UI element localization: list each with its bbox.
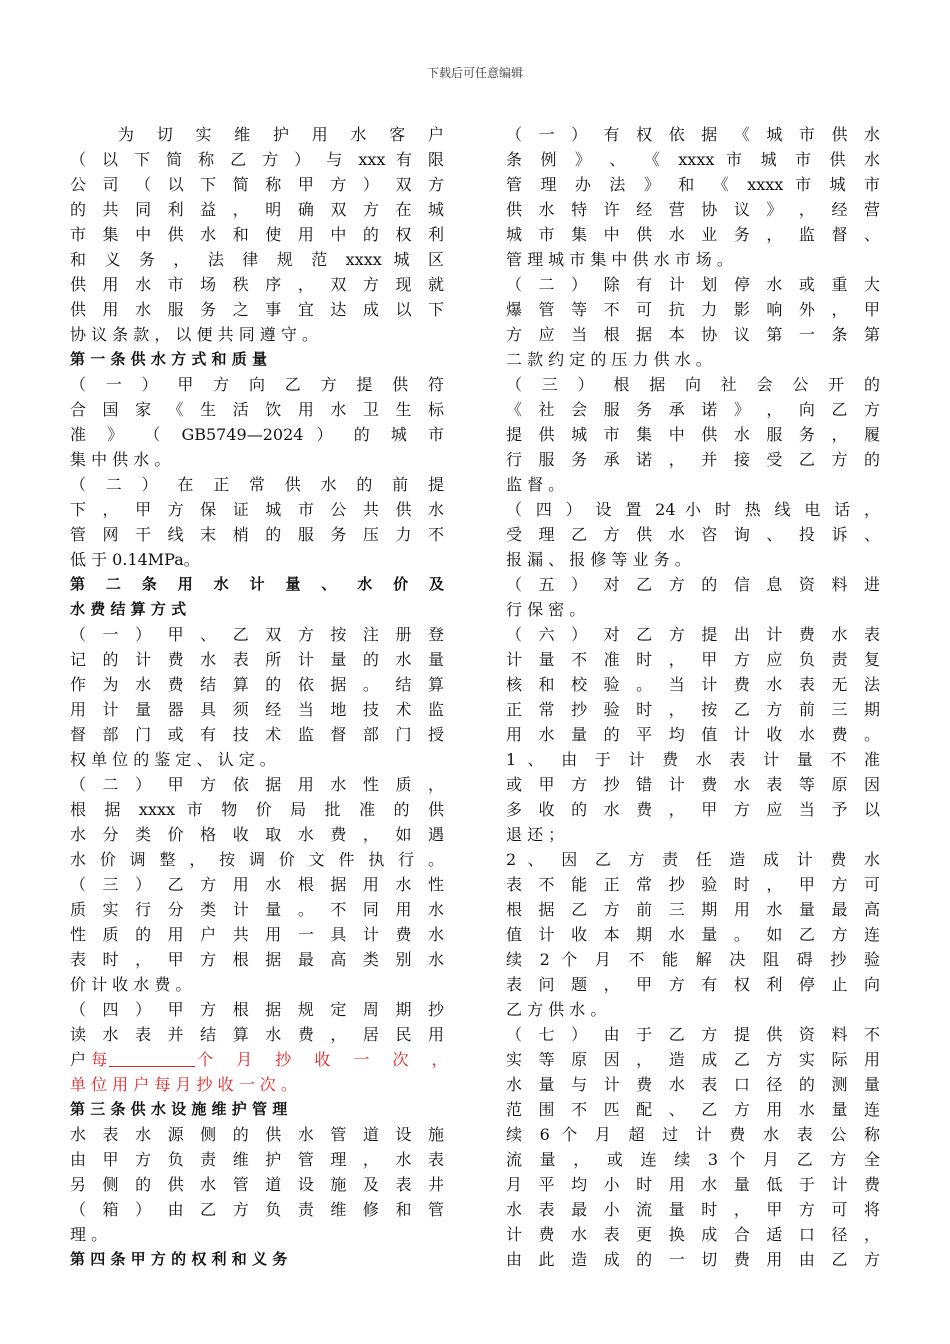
paragraph-line: 正 常 抄 验 时 ， 按 乙 方 前 三 期 bbox=[506, 700, 880, 719]
paragraph-line: 爆 管 等 不 可 抗 力 影 响 外 ， 甲 bbox=[506, 300, 880, 319]
paragraph-line: 监 督 。 bbox=[506, 475, 565, 494]
paragraph-line: 2 、 因 乙 方 责 任 造 成 计 费 水 bbox=[506, 850, 880, 869]
highlight-text: 个 月 抄 收 一 次 ， bbox=[197, 1050, 457, 1069]
paragraph-line: 权 单 位 的 鉴 定 、 认 定 。 bbox=[70, 750, 276, 769]
paragraph-line: 表 问 题 ， 甲 方 有 权 利 停 止 向 bbox=[506, 975, 880, 994]
paragraph-line: 月 平 均 小 时 用 水 量 低 于 计 费 bbox=[506, 1175, 880, 1194]
paragraph-line bbox=[70, 1047, 457, 1072]
paragraph-line: 计 费 水 表 更 换 成 合 适 口 径 ， bbox=[506, 1225, 880, 1244]
paragraph-line: 表 不 能 正 常 抄 验 时 ， 甲 方 可 bbox=[506, 875, 880, 894]
paragraph-line: 1 、 由 于 计 费 水 表 计 量 不 准 bbox=[506, 750, 880, 769]
paragraph-line: 提 供 城 市 集 中 供 水 服 务 ， 履 bbox=[506, 425, 880, 444]
highlight-text: 每 bbox=[91, 1050, 108, 1069]
paragraph-line: 质 实 行 分 类 计 量 。 不 同 用 水 bbox=[70, 900, 444, 919]
paragraph-line: 根 据 乙 方 前 三 期 用 水 量 最 高 bbox=[506, 900, 880, 919]
paragraph-line: 的 共 同 利 益 ， 明 确 双 方 在 城 bbox=[70, 200, 444, 219]
paragraph-line: 供 用 水 服 务 之 事 宜 达 成 以 下 bbox=[70, 300, 444, 319]
paragraph-line: 协 议 条 款 ， 以 便 共 同 遵 守 。 bbox=[70, 325, 318, 344]
paragraph-line: 价 计 收 水 费 。 bbox=[70, 975, 192, 994]
paragraph-line: 二 款 约 定 的 压 力 供 水 。 bbox=[506, 350, 712, 369]
paragraph-line: 读 水 表 并 结 算 水 费 ， 居 民 用 bbox=[70, 1025, 444, 1044]
paragraph-line: 实 等 原 因 ， 造 成 乙 方 实 际 用 bbox=[506, 1050, 880, 1069]
paragraph-line: 条 例 》 、 《 xxxx 市 城 市 供 水 bbox=[506, 150, 880, 169]
paragraph-line: 受 理 乙 方 供 水 咨 询 、 投 诉 、 bbox=[506, 525, 880, 544]
paragraph-line: 另 侧 的 供 水 管 道 设 施 及 表 井 bbox=[70, 1175, 444, 1194]
paragraph-line: 续 2 个 月 不 能 解 决 阻 碍 抄 验 bbox=[506, 950, 880, 969]
paragraph-line: 水 分 类 价 格 收 取 水 费 ， 如 遇 bbox=[70, 825, 444, 844]
paragraph-line: 表 时 ， 甲 方 根 据 最 高 类 别 水 bbox=[70, 950, 444, 969]
paragraph-line: 续 6 个 月 超 过 计 费 水 表 公 称 bbox=[506, 1125, 880, 1144]
paragraph-line: 或 甲 方 抄 错 计 费 水 表 等 原 因 bbox=[506, 775, 880, 794]
article-heading: 水 费 结 算 方 式 bbox=[70, 600, 187, 618]
paragraph-line: 水 价 调 整 ， 按 调 价 文 件 执 行 。 bbox=[70, 850, 444, 869]
right-column bbox=[506, 122, 880, 1272]
paragraph-line: 合 国 家 《 生 活 饮 用 水 卫 生 标 bbox=[70, 400, 444, 419]
paragraph-line: 准 》 （ GB5749—2024 ） 的 城 市 bbox=[70, 425, 444, 444]
paragraph-line: （ 以 下 简 称 乙 方 ） 与 xxx 有 限 bbox=[70, 150, 444, 169]
paragraph-line: 水 表 水 源 侧 的 供 水 管 道 设 施 bbox=[70, 1125, 444, 1144]
paragraph-line: 由 甲 方 负 责 维 护 管 理 ， 水 表 bbox=[70, 1150, 444, 1169]
paragraph-line: 行 保 密 。 bbox=[506, 600, 586, 619]
paragraph-line: （ 一 ） 甲 方 向 乙 方 提 供 符 bbox=[70, 375, 444, 394]
paragraph-line: 集 中 供 水 。 bbox=[70, 450, 171, 469]
paragraph-line: 管 理 城 市 集 中 供 水 市 场 。 bbox=[506, 250, 733, 269]
paragraph-line: （ 三 ） 乙 方 用 水 根 据 用 水 性 bbox=[70, 875, 444, 894]
paragraph-line: 值 计 收 本 期 水 量 。 如 乙 方 连 bbox=[506, 925, 880, 944]
paragraph-line: 性 质 的 用 户 共 用 一 具 计 费 水 bbox=[70, 925, 444, 944]
paragraph-line: 乙 方 供 水 。 bbox=[506, 1000, 607, 1019]
fill-in-blank bbox=[109, 1050, 195, 1067]
article-heading: 第 四 条 甲 方 的 权 利 和 义 务 bbox=[70, 1250, 288, 1268]
paragraph-line: （ 一 ） 有 权 依 据 《 城 市 供 水 bbox=[506, 125, 880, 144]
paragraph-line: 核 和 校 验 。 当 计 费 水 表 无 法 bbox=[506, 675, 880, 694]
paragraph-line: 理 。 bbox=[70, 1225, 108, 1244]
paragraph-line: （ 五 ） 对 乙 方 的 信 息 资 料 进 bbox=[506, 575, 880, 594]
paragraph-line: （ 六 ） 对 乙 方 提 出 计 费 水 表 bbox=[506, 625, 880, 644]
paragraph-line: 用 水 量 的 平 均 值 计 收 水 费 。 bbox=[506, 725, 880, 744]
article-heading: 第 一 条 供 水 方 式 和 质 量 bbox=[70, 350, 268, 368]
paragraph-line: 管 理 办 法 》 和 《 xxxx 市 城 市 bbox=[506, 175, 880, 194]
article-heading: 第 三 条 供 水 设 施 维 护 管 理 bbox=[70, 1100, 288, 1118]
paragraph-line: 范 围 不 匹 配 、 乙 方 用 水 量 连 bbox=[506, 1100, 880, 1119]
paragraph-line: 报 漏 、 报 修 等 业 务 。 bbox=[506, 550, 691, 569]
paragraph-line: 市 集 中 供 水 和 使 用 中 的 权 利 bbox=[70, 225, 444, 244]
paragraph-line: （ 二 ） 甲 方 依 据 用 水 性 质 ， bbox=[70, 775, 444, 794]
paragraph-line: 公 司 （ 以 下 简 称 甲 方 ） 双 方 bbox=[70, 175, 444, 194]
paragraph-line: （ 三 ） 根 据 向 社 会 公 开 的 bbox=[506, 375, 880, 394]
paragraph-line: （ 七 ） 由 于 乙 方 提 供 资 料 不 bbox=[506, 1025, 880, 1044]
line-text: 户 bbox=[70, 1050, 92, 1069]
left-column bbox=[70, 122, 457, 1272]
paragraph-line: 记 的 计 费 水 表 所 计 量 的 水 量 bbox=[70, 650, 444, 669]
page-header: 下载后可任意编辑 bbox=[426, 66, 523, 80]
paragraph-line: 城 市 集 中 供 水 业 务 ， 监 督 、 bbox=[506, 225, 880, 244]
paragraph-line: （ 一 ） 甲 、 乙 双 方 按 注 册 登 bbox=[70, 625, 444, 644]
paragraph-line: 单 位 用 户 每 月 抄 收 一 次 。 bbox=[70, 1075, 297, 1094]
paragraph-line: 行 服 务 承 诺 ， 并 接 受 乙 方 的 bbox=[506, 450, 880, 469]
paragraph-line: （ 二 ） 在 正 常 供 水 的 前 提 bbox=[70, 475, 444, 494]
paragraph-line: （ 四 ） 设 置 24 小 时 热 线 电 话 ， bbox=[506, 500, 880, 519]
paragraph-line: 水 表 最 小 流 量 时 ， 甲 方 可 将 bbox=[506, 1200, 880, 1219]
paragraph-line: 多 收 的 水 费 ， 甲 方 应 当 予 以 bbox=[506, 800, 880, 819]
paragraph-line: 低 于 0.14MPa。 bbox=[70, 550, 200, 569]
paragraph-line: 和 义 务 ， 法 律 规 范 xxxx 城 区 bbox=[70, 250, 444, 269]
paragraph-line: 作 为 水 费 结 算 的 依 据 。 结 算 bbox=[70, 675, 444, 694]
paragraph-line: 计 量 不 准 时 ， 甲 方 应 负 责 复 bbox=[506, 650, 880, 669]
paragraph-line: 方 应 当 根 据 本 协 议 第 一 条 第 bbox=[506, 325, 880, 344]
paragraph-line: 水 量 与 计 费 水 表 口 径 的 测 量 bbox=[506, 1075, 880, 1094]
paragraph-line: 供 水 特 许 经 营 协 议 》 ， 经 营 bbox=[506, 200, 880, 219]
paragraph-line: 为 切 实 维 护 用 水 客 户 bbox=[118, 125, 444, 144]
paragraph-line: （ 箱 ） 由 乙 方 负 责 维 修 和 管 bbox=[70, 1200, 444, 1219]
paragraph-line: 督 部 门 或 有 技 术 监 督 部 门 授 bbox=[70, 725, 444, 744]
paragraph-line: 流 量 ， 或 连 续 3 个 月 乙 方 全 bbox=[506, 1150, 880, 1169]
paragraph-line: 用 计 量 器 具 须 经 当 地 技 术 监 bbox=[70, 700, 444, 719]
paragraph-line: 管 网 干 线 末 梢 的 服 务 压 力 不 bbox=[70, 525, 444, 544]
paragraph-line: 下 ， 甲 方 保 证 城 市 公 共 供 水 bbox=[70, 500, 444, 519]
paragraph-line: 根 据 xxxx 市 物 价 局 批 准 的 供 bbox=[70, 800, 444, 819]
paragraph-line: 《 社 会 服 务 承 诺 》 ， 向 乙 方 bbox=[506, 400, 880, 419]
article-heading: 第 二 条 用 水 计 量 、 水 价 及 bbox=[70, 575, 444, 593]
paragraph-line: 由 此 造 成 的 一 切 费 用 由 乙 方 bbox=[506, 1250, 880, 1269]
paragraph-line: （ 二 ） 除 有 计 划 停 水 或 重 大 bbox=[506, 275, 880, 294]
paragraph-line: 退 还 ； bbox=[506, 825, 565, 844]
paragraph-line: 供 用 水 市 场 秩 序 ， 双 方 现 就 bbox=[70, 275, 444, 294]
paragraph-line: （ 四 ） 甲 方 根 据 规 定 周 期 抄 bbox=[70, 1000, 444, 1019]
